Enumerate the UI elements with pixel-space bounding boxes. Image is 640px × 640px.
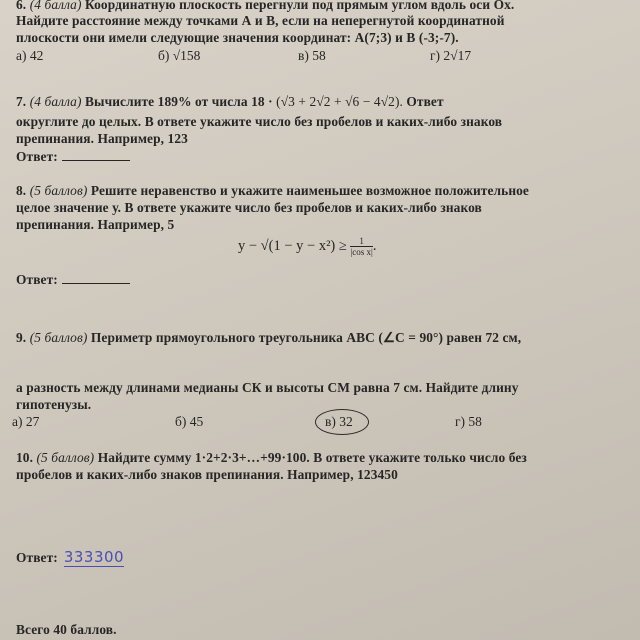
q6-points: (4 балла) <box>29 0 82 12</box>
q6-option-c <box>298 48 326 64</box>
option-value: 2√17 <box>443 48 472 63</box>
q8-line1 <box>16 183 529 199</box>
q6-option-d <box>430 48 471 64</box>
q8-points: (5 баллов) <box>29 183 88 198</box>
q8-line2: целое значение у. В ответе укажите число без пробелов и каких-либо знаков <box>16 200 482 215</box>
option-letter: г) <box>455 414 466 429</box>
q7-answer-row <box>16 148 130 165</box>
q9-number: 9. <box>16 330 27 345</box>
option-letter: в) <box>325 414 336 429</box>
option-letter: б) <box>158 48 170 63</box>
q7-expression: (√3 + 2√2 + √6 − 4√2). <box>276 94 403 109</box>
q10-line2: пробелов и каких-либо знаков препинания. Например, 123450 <box>16 467 398 482</box>
q6-line3: плоскости они имели следующие значения координат: А(7;3) и В (-3;-7). <box>16 30 459 45</box>
option-value: 58 <box>468 414 482 429</box>
option-letter: а) <box>16 48 27 63</box>
total-points: Всего 40 баллов. <box>16 622 117 637</box>
formula-fraction <box>350 236 372 257</box>
q9-line3: гипотенузы. <box>16 397 92 412</box>
q9-line1 <box>16 330 521 346</box>
option-value: 32 <box>339 414 353 429</box>
fraction-denominator: |cos x| <box>350 247 373 257</box>
q6-number: 6. <box>16 0 27 12</box>
option-letter: б) <box>175 414 187 429</box>
q8-line3: препинания. Например, 5 <box>16 217 175 232</box>
formula-period: . <box>372 237 377 254</box>
q7-line3: препинания. Например, 123 <box>16 131 188 146</box>
option-value: 58 <box>312 48 326 63</box>
q10-answer-row <box>16 548 124 566</box>
q7-text-1b: Ответ <box>406 94 444 109</box>
q6-option-b <box>158 48 200 64</box>
q8-answer-blank[interactable] <box>62 271 130 284</box>
q10-number: 10. <box>16 450 34 465</box>
q6-line2: Найдите расстояние между точками А и В, если на неперегнутой координатной <box>16 13 505 28</box>
q6-line1 <box>16 0 514 13</box>
q8-number: 8. <box>16 183 27 198</box>
q9-points: (5 баллов) <box>29 330 88 345</box>
q9-text-1: Периметр прямоугольного треугольника АВС (∠С = 90°) равен 72 см, <box>90 330 522 345</box>
q7-line2: округлите до целых. В ответе укажите число без пробелов и каких-либо знаков <box>16 114 503 129</box>
option-value: √158 <box>172 48 201 63</box>
q7-line1 <box>16 94 444 110</box>
q9-option-d <box>455 414 482 430</box>
q7-number: 7. <box>16 94 27 109</box>
q8-inequality <box>238 236 376 257</box>
q10-text-1: Найдите сумму 1·2+2·3+…+99·100. В ответе укажите только число без <box>97 450 527 465</box>
fraction-numerator: 1 <box>350 236 372 247</box>
q10-points: (5 баллов) <box>36 450 95 465</box>
q6-text-1: Координатную плоскость перегнули под прямым углом вдоль оси Ох. <box>84 0 515 12</box>
q9-option-b <box>175 414 203 430</box>
option-letter: г) <box>430 48 441 63</box>
option-value: 42 <box>29 48 44 63</box>
q8-answer-row <box>16 271 130 288</box>
q9-line2: а разность между длинами медианы СК и высоты СМ равна 7 см. Найдите длину <box>16 380 519 395</box>
q6-option-a <box>16 48 43 64</box>
option-value: 45 <box>189 414 204 429</box>
selected-answer-circle <box>315 409 369 435</box>
q8-answer-label: Ответ: <box>16 272 58 287</box>
option-letter: в) <box>298 48 309 63</box>
q10-answer-label: Ответ: <box>16 550 58 565</box>
q8-text-1: Решите неравенство и укажите наименьшее возможное положительное <box>90 183 529 198</box>
formula-left: y − √(1 − y − x²) ≥ <box>238 237 347 254</box>
q7-answer-label: Ответ: <box>16 149 58 164</box>
q7-answer-blank[interactable] <box>62 148 130 161</box>
q7-points: (4 балла) <box>29 94 82 109</box>
option-letter: а) <box>12 414 23 429</box>
q10-line1 <box>16 450 527 466</box>
q9-option-a <box>12 414 39 430</box>
option-value: 27 <box>25 414 40 429</box>
q7-text-1: Вычислите 189% от числа 18 · <box>84 94 273 109</box>
q10-handwritten-answer[interactable]: 333300 <box>63 548 125 566</box>
